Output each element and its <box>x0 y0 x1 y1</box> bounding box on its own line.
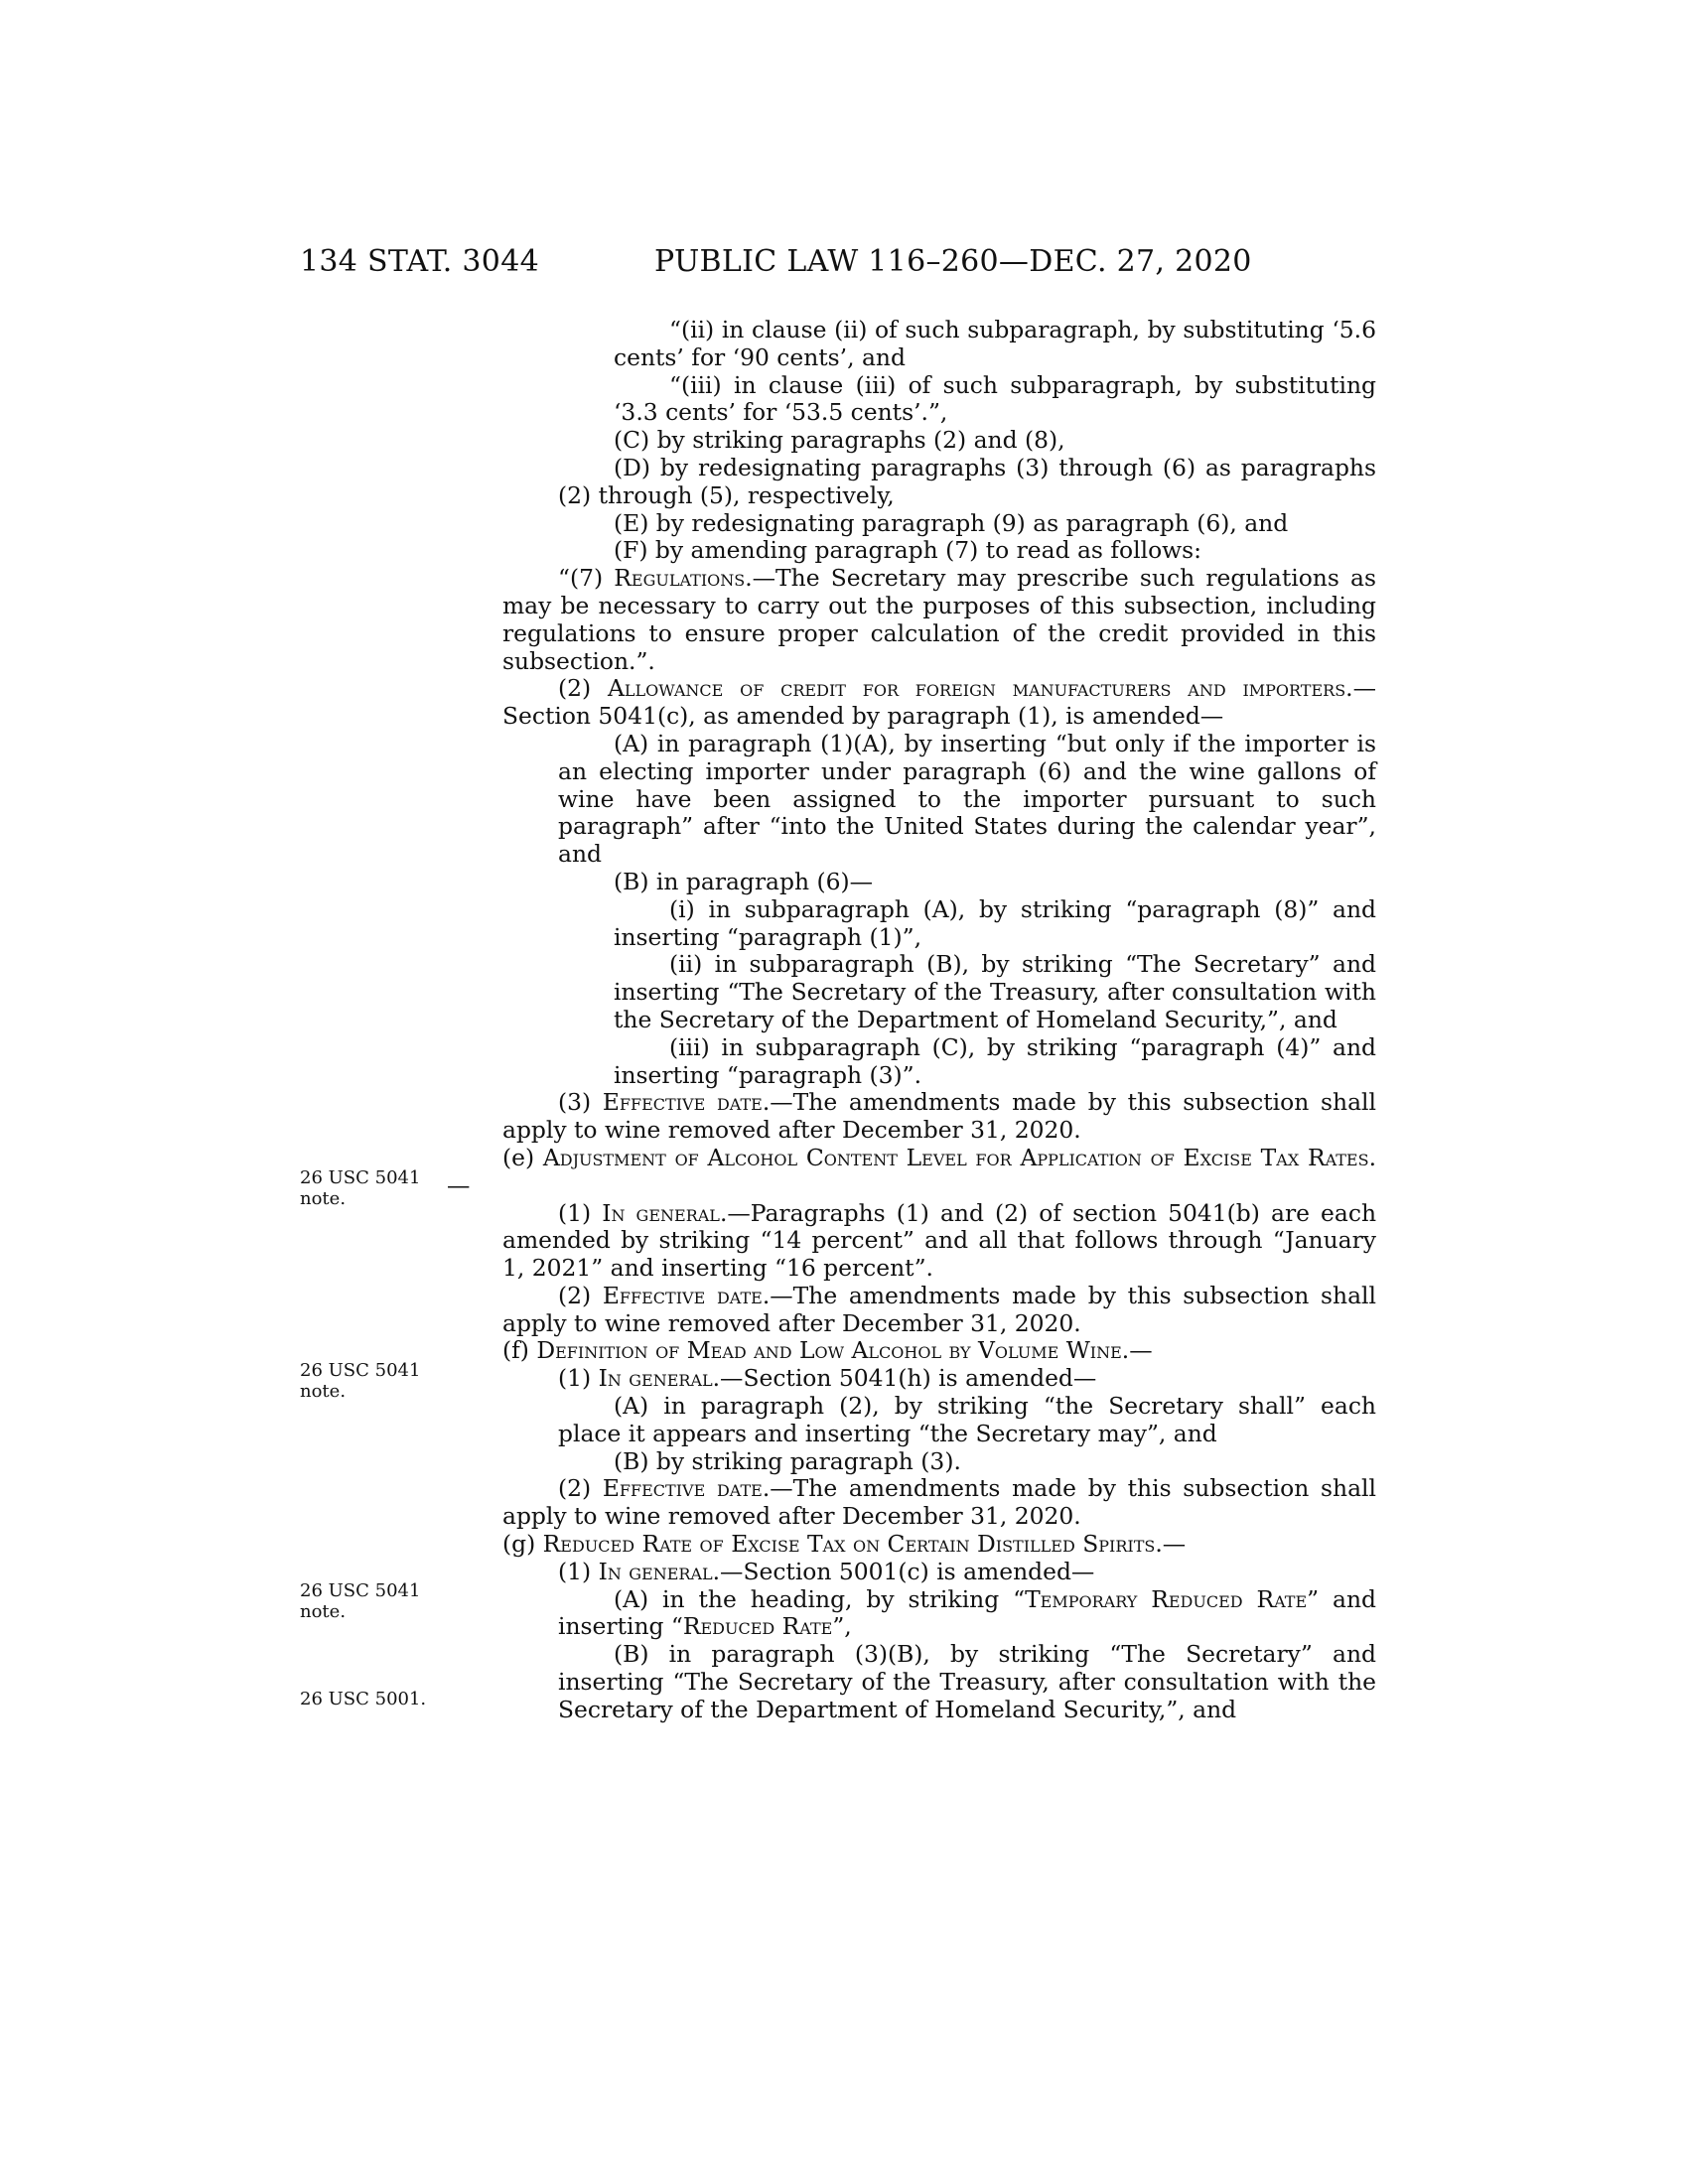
subsection-e-dash: .— <box>447 1143 1376 1199</box>
quoted-paragraph-7-text: .—The Secretary may prescribe such regulations as may be necessary to carry out the purposes of this subsection, including regulations to ensure proper calculation of the credit provided in this subsection.”. <box>502 564 1377 675</box>
paragraph-3-number: (3) <box>558 1088 603 1117</box>
subsection-e-title: Adjustment of Alcohol Content Level for Application of Excise Tax Rates <box>542 1143 1369 1171</box>
subsection-f-p2-number: (2) <box>558 1474 603 1503</box>
subsection-f-p2-heading: Effective date <box>602 1474 763 1503</box>
clause-ii-substitution: “(ii) in clause (ii) of such subparagraph, by substituting ‘5.6 cents’ for ‘90 cents’, and <box>614 316 1376 371</box>
margin-note-usc-3: 26 USC 5041 note. <box>300 1580 421 1622</box>
subsection-e-p2-number: (2) <box>558 1281 603 1309</box>
subsection-g-number: (g) <box>502 1530 543 1559</box>
subsection-f-heading <box>502 1337 1376 1365</box>
subsection-g-a-old-heading: Temporary Reduced Rate <box>1025 1584 1308 1613</box>
quoted-paragraph-7-number: “(7) <box>558 564 615 593</box>
subsection-f-dash: .— <box>1121 1336 1153 1365</box>
margin-note-usc-2: 26 USC 5041 note. <box>300 1360 421 1402</box>
subsection-f-number: (f) <box>502 1336 537 1365</box>
subsection-f-p2-text: .—The amendments made by this subsection shall apply to wine removed after December 31, 2020. <box>502 1474 1376 1531</box>
subsection-e-p1-number: (1) <box>558 1198 603 1227</box>
subsection-f-subparagraph-b: (B) by striking paragraph (3). <box>614 1446 961 1475</box>
subsection-f-p1-number: (1) <box>558 1364 599 1393</box>
subparagraph-e: (E) by redesignating paragraph (9) as paragraph (6), and <box>614 508 1289 537</box>
subsection-f-paragraph-2 <box>502 1475 1376 1531</box>
subsection-e-heading <box>447 1145 1376 1200</box>
margin-note-usc-1: 26 USC 5041 note. <box>300 1167 421 1209</box>
subparagraph-f: (F) by amending paragraph (7) to read as follows: <box>614 536 1202 565</box>
subsection-e-p2-heading: Effective date <box>602 1281 763 1309</box>
subsection-g-p1-number: (1) <box>558 1557 599 1585</box>
subsection-e-p2-text: .—The amendments made by this subsection shall apply to wine removed after December 31, 2020. <box>502 1281 1376 1337</box>
paragraph-2-allowance <box>502 675 1376 731</box>
subsection-g-dash: .— <box>1155 1530 1187 1559</box>
subsection-f-title: Definition of Mead and Low Alcohol by Volume Wine <box>536 1336 1122 1365</box>
quoted-paragraph-7 <box>502 565 1376 675</box>
subsection-g-a-new-heading: Reduced Rate <box>682 1612 833 1641</box>
subsection-e-paragraph-1 <box>502 1200 1376 1283</box>
subsection-g-subparagraph-b: (B) in paragraph (3)(B), by striking “The Secretary” and inserting “The Secretary of the Treasury, after consultation with the Secretary of the Department of Homeland Security,”, and <box>558 1640 1376 1723</box>
paragraph-2-text: .—Section 5041(c), as amended by paragraph (1), is amended— <box>502 674 1376 731</box>
paragraph-3-heading: Effective date <box>602 1088 763 1117</box>
subsection-g-p1-heading: In general <box>598 1557 713 1585</box>
subsection-f-p1-heading: In general <box>598 1364 713 1393</box>
subparagraph-a-inserting: (A) in paragraph (1)(A), by inserting “but only if the importer is an electing importer under paragraph (6) and the wine gallons of wine have been assigned to the importer pursuant to such paragraph” after “into the United States during the calendar year”, and <box>558 729 1376 869</box>
stat-page-number: 134 STAT. 3044 <box>300 244 539 279</box>
subsection-g-a-part1: (A) in the heading, by striking “ <box>614 1584 1026 1613</box>
quoted-paragraph-7-heading: Regulations <box>614 564 746 593</box>
page-header-title: PUBLIC LAW 116–260—DEC. 27, 2020 <box>654 244 1252 279</box>
subsection-e-paragraph-2 <box>502 1283 1376 1338</box>
paragraph-2-heading: Allowance of credit for foreign manufacturers and importers <box>607 674 1346 703</box>
subsection-e-p1-heading: In general <box>602 1198 720 1227</box>
clause-iii-substitution: “(iii) in clause (iii) of such subparagraph, by substituting ‘3.3 cents’ for ‘53.5 cents’.”, <box>614 370 1376 427</box>
clause-ii: (ii) in subparagraph (B), by striking “The Secretary” and inserting “The Secretary of the Treasury, after consultation with the Secretary of the Department of Homeland Security,”, and <box>614 950 1376 1033</box>
subsection-g-paragraph-1 <box>502 1559 1376 1586</box>
paragraph-2-number: (2) <box>558 674 608 703</box>
subsection-g-subparagraph-a <box>502 1586 1376 1642</box>
paragraph-3-text: .—The amendments made by this subsection shall apply to wine removed after December 31, 2020. <box>502 1088 1376 1145</box>
clause-iii: (iii) in subparagraph (C), by striking “paragraph (4)” and inserting “paragraph (3)”. <box>614 1032 1376 1089</box>
subparagraph-c: (C) by striking paragraphs (2) and (8), <box>614 426 1065 455</box>
subsection-f-p1-text: .—Section 5041(h) is amended— <box>712 1364 1097 1393</box>
subsection-g-a-part2: ” and inserting “ <box>558 1584 1376 1641</box>
subparagraph-b-paragraph-6: (B) in paragraph (6)— <box>614 867 873 895</box>
subparagraph-d: (D) by redesignating paragraphs (3) through (6) as paragraphs (2) through (5), respectively, <box>558 453 1376 509</box>
subsection-g-a-part3: ”, <box>832 1612 852 1641</box>
subsection-e-number: (e) <box>502 1143 543 1171</box>
paragraph-3-effective-date <box>502 1089 1376 1145</box>
margin-note-usc-4: 26 USC 5001. <box>300 1689 427 1709</box>
subsection-g-p1-text: .—Section 5001(c) is amended— <box>712 1557 1095 1585</box>
subsection-f-paragraph-1 <box>502 1365 1376 1393</box>
subsection-g-heading <box>447 1531 1376 1559</box>
clause-i: (i) in subparagraph (A), by striking “paragraph (8)” and inserting “paragraph (1)”, <box>614 894 1376 951</box>
subsection-g-title: Reduced Rate of Excise Tax on Certain Distilled Spirits <box>542 1530 1156 1559</box>
subsection-e-p1-text: .—Paragraphs (1) and (2) of section 5041(b) are each amended by striking “14 percent” and all that follows through “January 1, 2021” and inserting “16 percent”. <box>502 1198 1377 1283</box>
statute-body <box>447 316 1377 1724</box>
subsection-f-subparagraph-a: (A) in paragraph (2), by striking “the Secretary shall” each place it appears and inserting “the Secretary may”, and <box>558 1392 1376 1447</box>
